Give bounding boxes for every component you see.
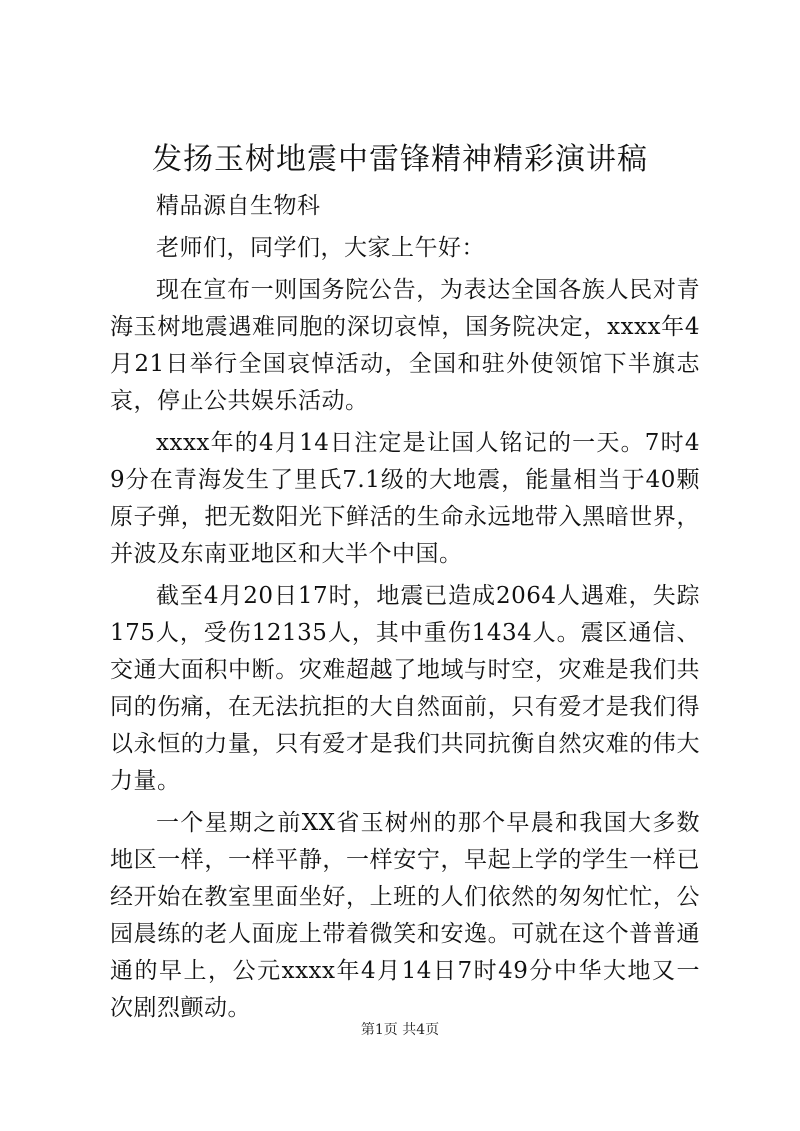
body-paragraph: xxxx年的4月14日注定是让国人铭记的一天。7时49分在青海发生了里氏7.1级的大地震，能量相当于40颗原子弹，把无数阳光下鲜活的生命永远地带入黑暗世界，并波及东南亚地区和大半个中国。 — [110, 430, 700, 567]
greeting-paragraph: 老师们，同学们，大家上午好： — [156, 235, 485, 261]
body-paragraph: 现在宣布一则国务院公告，为表达全国各族人民对青海玉树地震遇难同胞的深切哀悼，国务院决定，xxxx年4月21日举行全国哀悼活动，全国和驻外使领馆下半旗志哀，停止公共娱乐活动。 — [110, 277, 700, 414]
body-paragraph: 截至4月20日17时，地震已造成2064人遇难，失踪175人，受伤12135人，其中重伤1434人。震区通信、交通大面积中断。灾难超越了地域与时空，灾难是我们共同的伤痛，在无法抗拒的大自然面前，只有爱才是我们得以永恒的力量，只有爱才是我们共同抗衡自然灾难的伟大力量。 — [110, 583, 700, 794]
document-title: 发扬玉树地震中雷锋精神精彩演讲稿 — [152, 142, 648, 177]
document-body — [110, 188, 700, 1032]
body-paragraph: 一个星期之前XX省玉树州的那个早晨和我国大多数地区一样，一样平静，一样安宁，早起上学的学生一样已经开始在教室里面坐好，上班的人们依然的匆匆忙忙，公园晨练的老人面庞上带着微笑和安逸。可就在这个普普通通的早上，公元xxxx年4月14日7时49分中华大地又一次剧烈颤动。 — [110, 810, 700, 1021]
source-line: 精品源自生物科 — [156, 193, 321, 219]
page-footer: 第1页 共4页 — [360, 1022, 440, 1038]
